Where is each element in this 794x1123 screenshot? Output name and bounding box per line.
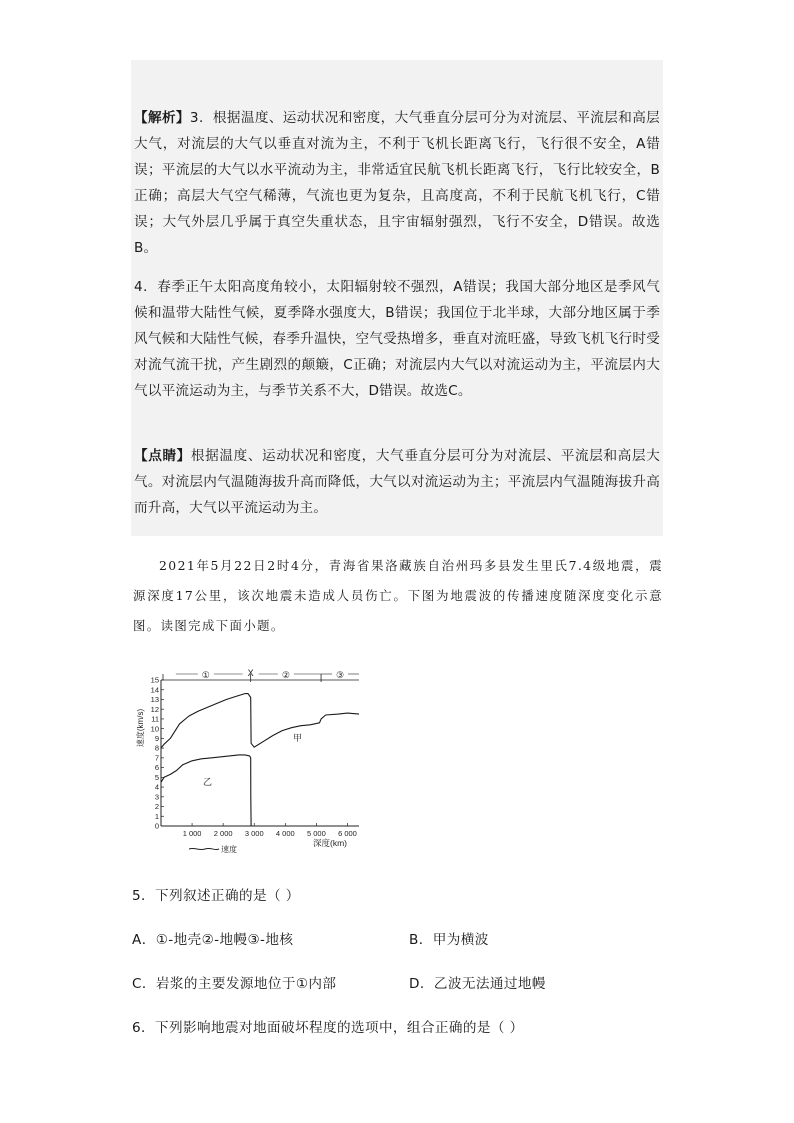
analysis-paragraph-4: 4．春季正午太阳高度角较小，太阳辐射较不强烈，A错误；我国大部分地区是季风气候和温带大陆性气候，夏季降水强度大，B错误；我国位于北半球，大部分地区属于季风气候和大陆性气候，春季升温快，空气受热增多，垂直对流旺盛，导致飞机飞行时受对流气流干扰，产生剧烈的颠簸，C正确；对流层内大气以对流运动为主，平流层内大气以平流运动为主，与季节关系不大，D错误。故选C。 [134,279,660,399]
y-tick-label: 7 [154,753,159,763]
question-5-option-b[interactable]: B．甲为横波 [409,932,489,948]
y-tick-label: 1 [154,811,159,821]
question-5-option-c[interactable]: C．岩浆的主要发源地位于①内部 [132,976,337,992]
seismic-wave-chart [131,660,363,860]
seismic-wave-figure [131,660,363,860]
series-line-yi [161,755,251,826]
y-tick-label: 15 [150,675,159,685]
y-tick-label: 0 [154,821,159,831]
x-tick-label: 1 000 [182,829,202,838]
curve-label-yi: 乙 [203,777,213,787]
y-tick-label: 6 [154,763,159,773]
y-axis-label: 速度(km/s) [136,708,145,748]
question-5-option-d[interactable]: D．乙波无法通过地幔 [409,976,546,992]
question-5-stem: 5．下列叙述正确的是（ ） [132,888,300,904]
x-tick-label: 5 000 [307,829,326,838]
question-5-option-a[interactable]: A．①-地壳②-地幔③-地核 [132,932,294,948]
zone-1-label: ① [201,670,210,680]
x-axis-label: 深度(km) [313,838,347,848]
x-tick-label: 2 000 [213,829,233,838]
x-tick-label: 6 000 [338,829,357,838]
y-tick-label: 14 [150,685,159,695]
analysis-text: 3．根据温度、运动状况和密度，大气垂直分层可分为对流层、平流层和高层大气，对流层的大气以垂直对流为主，不利于飞机长距离飞行，飞行很不安全，A错误；平流层的大气以水平流动为主，非常适宜民航飞机长距离飞行，飞行比较安全，B正确；高层大气空气稀薄，气流也更为复杂，且高度高，不利于民航飞机飞行，C错误；大气外层几乎属于真空失重状态，且宇宙辐射强烈，飞行不安全，D错误。故选B。 [134,110,660,256]
x-tick-label: 4 000 [275,829,295,838]
zone-3-label: ③ [335,670,345,680]
zone-x-label: X [247,668,254,678]
y-tick-label: 8 [154,743,159,753]
zone-2-label: ② [281,670,290,680]
y-tick-label: 3 [154,792,159,802]
y-tick-label: 13 [150,695,159,705]
y-tick-label: 12 [150,704,159,714]
y-tick-label: 5 [154,772,159,782]
y-tick-label: 10 [150,724,159,734]
analysis-tag: 【解析】 [134,110,190,126]
analysis-paragraph-3 [134,105,660,261]
tips-tag: 【点睛】 [134,448,191,464]
tips-paragraph [134,443,660,521]
y-tick-label: 9 [154,734,159,743]
y-tick-label: 2 [154,802,159,812]
y-tick-label: 11 [151,714,159,724]
x-tick-label: 3 000 [244,829,264,838]
legend-label: 速度 [221,845,237,854]
y-tick-label: 4 [154,782,159,792]
legend-line [189,848,219,849]
question-intro: 2021年5月22日2时4分，青海省果洛藏族自治州玛多县发生里氏7.4级地震，震源深度17公里，该次地震未造成人员伤亡。下图为地震波的传播速度随深度变化示意图。读图完成下面小题。 [133,558,663,633]
series-line-jia [161,694,359,749]
question-6-stem: 6．下列影响地震对地面破坏程度的选项中，组合正确的是（ ） [132,1020,524,1036]
curve-label-jia: 甲 [293,733,303,743]
tips-text: 根据温度、运动状况和密度，大气垂直分层可分为对流层、平流层和高层大气。对流层内气温随海拔升高而降低，大气以对流运动为主；平流层内气温随海拔升高而升高，大气以平流运动为主。 [134,448,660,516]
